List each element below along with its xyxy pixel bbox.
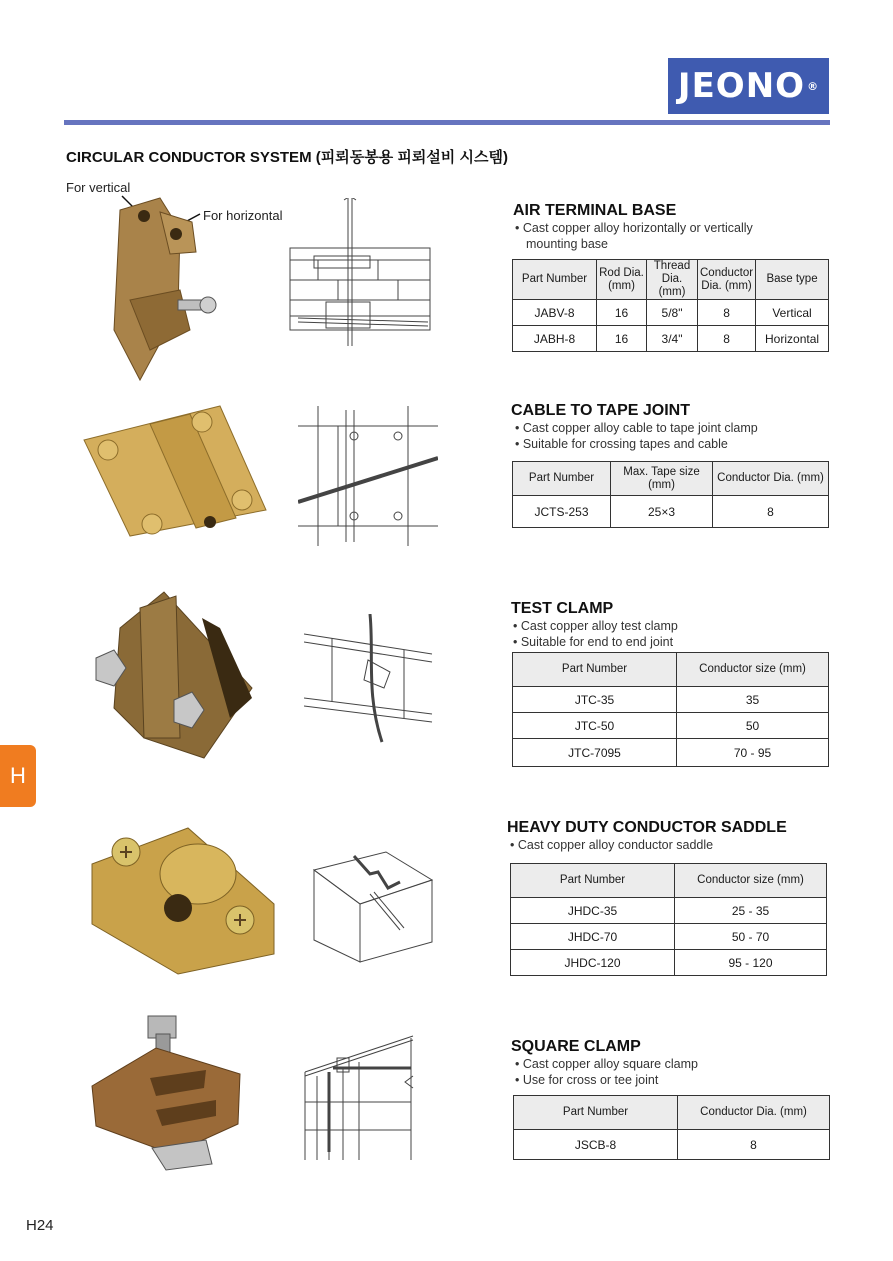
table-header: Part Number	[513, 653, 677, 687]
test-clamp-photo	[84, 588, 254, 763]
square-clamp-photo	[86, 1014, 256, 1174]
table-cell: JSCB-8	[514, 1130, 678, 1160]
table-row	[511, 924, 827, 950]
test-clamp-bullets: • Cast copper alloy test clamp • Suitable for end to end joint	[513, 619, 678, 649]
table-cell: 8	[713, 496, 829, 528]
table-header: Part Number	[513, 462, 611, 496]
table-cell: JCTS-253	[513, 496, 611, 528]
table-cell: 16	[597, 300, 647, 326]
table-row	[513, 326, 829, 352]
label-for-vertical: For vertical	[66, 180, 131, 195]
square-clamp-table	[513, 1095, 830, 1160]
table-cell: JHDC-35	[511, 898, 675, 924]
table-cell: 95 - 120	[675, 950, 827, 976]
table-cell: 5/8"	[647, 300, 698, 326]
brand-logo: JEONO ®	[668, 58, 829, 114]
table-cell: 8	[698, 300, 756, 326]
table-row	[513, 739, 829, 767]
test-clamp-title: TEST CLAMP	[511, 600, 614, 617]
air-terminal-bullets: • Cast copper alloy horizontally or vertically mounting base	[515, 221, 753, 251]
table-cell: JTC-35	[513, 687, 677, 713]
table-header: Part Number	[511, 864, 675, 898]
cable-tape-table	[512, 461, 829, 528]
side-tab: H	[0, 745, 36, 807]
test-clamp-drawing	[304, 614, 434, 744]
table-cell: JTC-7095	[513, 739, 677, 767]
cable-tape-title: CABLE TO TAPE JOINT	[511, 402, 690, 419]
table-header: Max. Tape size (mm)	[611, 462, 713, 496]
table-header: Thread Dia. (mm)	[647, 260, 698, 300]
table-header: Conductor Dia. (mm)	[713, 462, 829, 496]
square-clamp-bullets: • Cast copper alloy square clamp • Use for cross or tee joint	[515, 1057, 698, 1087]
cable-tape-joint-photo	[80, 400, 270, 540]
table-header: Base type	[756, 260, 829, 300]
table-cell: JHDC-120	[511, 950, 675, 976]
table-cell: Vertical	[756, 300, 829, 326]
label-for-horizontal: For horizontal	[203, 208, 283, 223]
table-header: Conductor size (mm)	[675, 864, 827, 898]
table-header: Rod Dia. (mm)	[597, 260, 647, 300]
table-cell: 70 - 95	[677, 739, 829, 767]
table-row	[513, 496, 829, 528]
table-cell: JABV-8	[513, 300, 597, 326]
table-row	[511, 950, 827, 976]
table-header: Part Number	[513, 260, 597, 300]
page-number: H24	[26, 1217, 54, 1234]
saddle-bullets: • Cast copper alloy conductor saddle	[510, 838, 714, 852]
table-cell: 16	[597, 326, 647, 352]
table-cell: 35	[677, 687, 829, 713]
table-header: Conductor size (mm)	[677, 653, 829, 687]
table-cell: 50	[677, 713, 829, 739]
air-terminal-base-drawing	[288, 198, 433, 348]
air-terminal-base-photo	[100, 190, 230, 385]
table-row	[513, 300, 829, 326]
air-terminal-table	[512, 259, 829, 352]
table-cell: JTC-50	[513, 713, 677, 739]
saddle-title: HEAVY DUTY CONDUCTOR SADDLE	[507, 819, 787, 836]
table-cell: 8	[698, 326, 756, 352]
air-terminal-title: AIR TERMINAL BASE	[513, 202, 677, 219]
table-header: Conductor Dia. (mm)	[678, 1096, 830, 1130]
table-cell: 8	[678, 1130, 830, 1160]
conductor-saddle-photo	[88, 824, 278, 979]
header-rule	[64, 120, 830, 125]
cable-tape-joint-drawing	[298, 406, 438, 546]
test-clamp-table	[512, 652, 829, 767]
table-row	[513, 713, 829, 739]
cable-tape-bullets: • Cast copper alloy cable to tape joint clamp • Suitable for crossing tapes and cable	[515, 421, 758, 451]
table-cell: 25×3	[611, 496, 713, 528]
table-cell: 25 - 35	[675, 898, 827, 924]
table-row	[511, 898, 827, 924]
table-header: Part Number	[514, 1096, 678, 1130]
table-cell: 3/4"	[647, 326, 698, 352]
table-row	[513, 687, 829, 713]
saddle-table	[510, 863, 827, 976]
page-title: CIRCULAR CONDUCTOR SYSTEM (피뢰동봉용 피뢰설비 시스템)	[66, 149, 508, 166]
square-clamp-drawing	[303, 1032, 421, 1162]
table-cell: JHDC-70	[511, 924, 675, 950]
table-header: Conductor Dia. (mm)	[698, 260, 756, 300]
table-cell: JABH-8	[513, 326, 597, 352]
table-row	[514, 1130, 830, 1160]
conductor-saddle-drawing	[310, 850, 435, 965]
table-cell: 50 - 70	[675, 924, 827, 950]
table-cell: Horizontal	[756, 326, 829, 352]
square-clamp-title: SQUARE CLAMP	[511, 1038, 641, 1055]
